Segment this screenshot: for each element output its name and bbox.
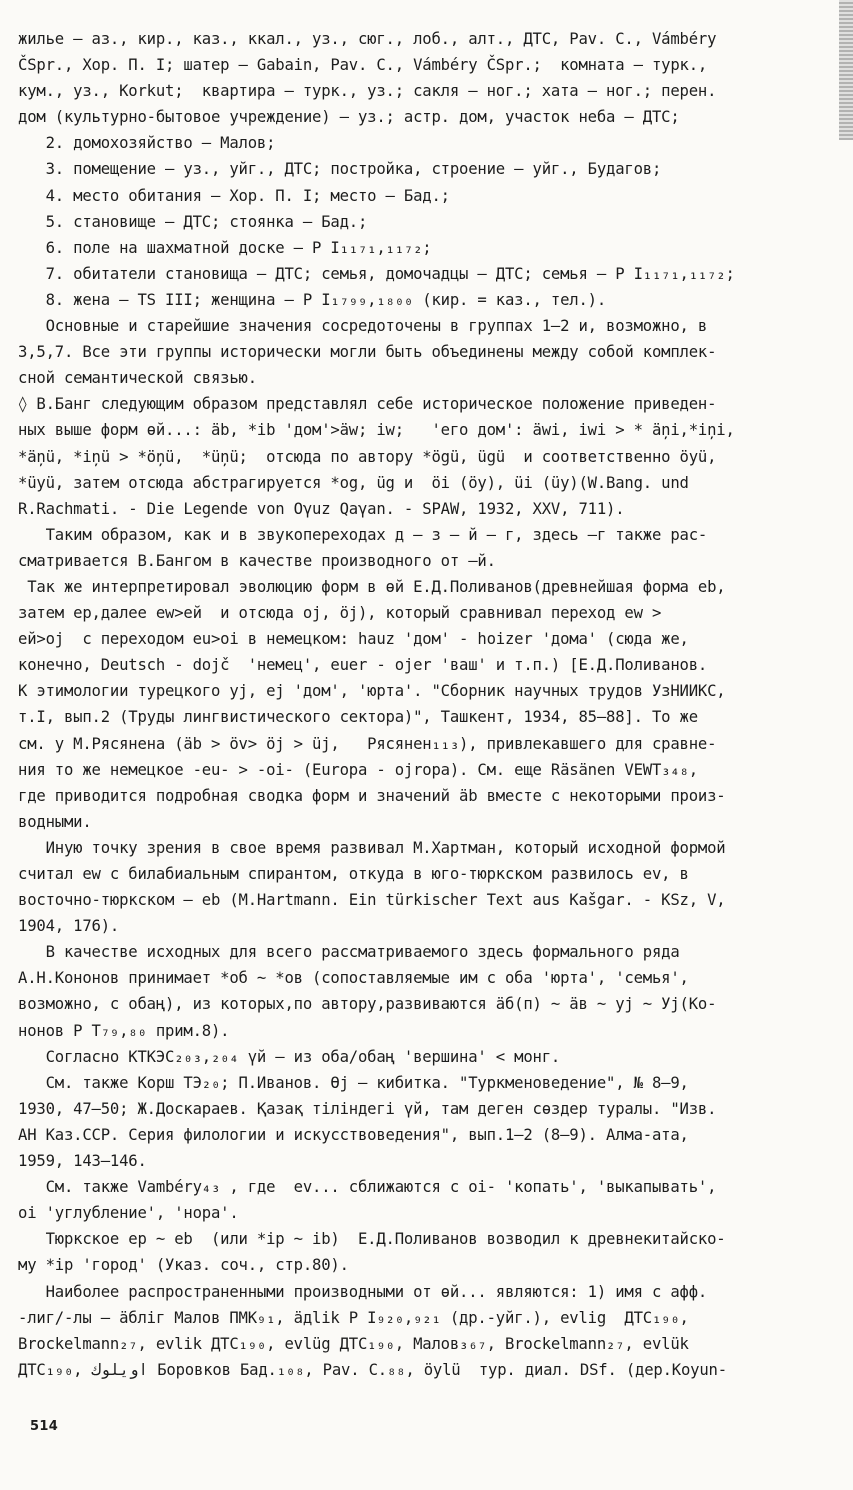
- text-line: ◊ В.Банг следующим образом представлял себе историческое положение приведен-: [18, 395, 717, 414]
- text-line: *üyü, затем отсюда абстрагируется *og, üg и öi (öy), üi (üy)(W.Bang. und: [18, 473, 689, 492]
- text-line: 8. жена – TS III; женщина – Р I₁₇₉₉,₁₈₀₀ (кир. = каз., тел.).: [18, 290, 607, 309]
- text-line: АН Каз.ССР. Серия филологии и искусствоведения", вып.1–2 (8–9). Алма-ата,: [18, 1125, 689, 1144]
- text-line: 4. место обитания – Хор. П. I; место – Бад.;: [18, 186, 450, 205]
- text-line: 1959, 143–146.: [18, 1152, 147, 1171]
- text-line: См. также Корш ТЭ₂₀; П.Иванов. Өј – кибитка. "Туркменоведение", № 8–9,: [18, 1073, 689, 1092]
- text-line: Согласно КТКЭС₂₀₃,₂₀₄ үй – из оба/обаң 'вершина' < монг.: [18, 1047, 561, 1066]
- text-line: считал ew с билабиальным спирантом, откуда в юго-тюркском развилось ev, в: [18, 865, 689, 883]
- text-line: затем ep,далее ew>eй и отсюда oj, öj), который сравнивал переход ew >: [18, 604, 662, 623]
- text-line: дом (культурно-бытовое учреждение) – уз.; астр. дом, участок неба – ДТС;: [18, 108, 680, 127]
- body-text: [18, 26, 836, 1383]
- text-line: Наиболее распространенными производными от өй... являются: 1) имя с афф.: [18, 1282, 708, 1301]
- text-line: 2. домохозяйство – Малов;: [18, 134, 276, 153]
- text-line: конечно, Deutsch - dojč 'немец', euer - ojer 'ваш' и т.п.) [Е.Д.Поливанов.: [18, 656, 708, 675]
- text-line: 1930, 47–50; Ж.Доскараев. Қазақ тiлiндегi үй, там деген сөздер туралы. "Изв.: [18, 1099, 717, 1118]
- text-line: т.I, вып.2 (Труды лингвистического сектора)", Ташкент, 1934, 85–88]. То же: [18, 708, 698, 727]
- text-line: Таким образом, как и в звукопереходах д – з – й – г, здесь –г также рас-: [18, 525, 708, 544]
- text-line: жилье – аз., кир., каз., ккал., уз., сюг., лоб., алт., ДТС, Pav. C., Vámbéry: [18, 30, 717, 48]
- text-line: 7. обитатели становища – ДТС; семья, домочадцы – ДТС; семья – Р I₁₁₇₁,₁₁₇₂;: [18, 264, 735, 283]
- text-line: му *ip 'город' (Указ. соч., стр.80).: [18, 1256, 349, 1275]
- text-line: -лиг/-лы – äблiг Малов ПМК₉₁, äдlik Р I₉₂₀,₉₂₁ (др.-уйг.), evlig ДТС₁₉₀,: [18, 1308, 689, 1327]
- text-line: Тюркское ep ~ eb (или *ip ~ ib) Е.Д.Поливанов возводил к древнекитайско-: [18, 1230, 726, 1249]
- text-line: 5. становище – ДТС; стоянка – Бад.;: [18, 212, 368, 231]
- text-line: 1904, 176).: [18, 917, 120, 936]
- text-line: oi 'углубление', 'нора'.: [18, 1204, 239, 1223]
- text-line: кум., уз., Korkut; квартира – турк., уз.; сакля – ног.; хата – ног.; перен.: [18, 82, 717, 101]
- text-line: ДТС₁₉₀, اويلوك Боровков Бад.₁₀₈, Pav. C.₈₈, öylü тур. диал. DSf. (дер.Koyun-: [18, 1360, 727, 1379]
- text-line: Так же интерпретировал эволюцию форм в өй Е.Д.Поливанов(древнейшая форма eb,: [18, 577, 726, 596]
- text-line: Иную точку зрения в свое время развивал М.Хартман, который исходной формой: [18, 838, 726, 857]
- text-line: 3,5,7. Все эти группы исторически могли быть объединены между собой комплек-: [18, 343, 717, 362]
- text-line: 6. поле на шахматной доске – Р I₁₁₇₁,₁₁₇₂;: [18, 238, 432, 257]
- text-line: *äņü, *iņü > *öņü, *üņü; отсюда по автору *ögü, ügü и соответственно öyü,: [18, 447, 717, 466]
- text-line: см. у М.Рясянена (äb > öv> öj > üj, Рясянен₁₁₃), привлекавшего для сравне-: [18, 734, 717, 753]
- text-line: где приводится подробная сводка форм и значений äb вместе с некоторыми произ-: [18, 786, 726, 805]
- text-line: 3. помещение – уз., уйг., ДТС; постройка, строение – уйг., Будагов;: [18, 160, 662, 179]
- text-line: водными.: [18, 812, 92, 831]
- text-line: ния то же немецкое -eu- > -oi- (Europa - ojropa). См. еще Räsänen VEWT₃₄₈,: [18, 760, 698, 779]
- text-line: А.Н.Кононов принимает *об ~ *ов (сопоставляемые им с оба 'юрта', 'семья',: [18, 969, 689, 988]
- page-number: 514: [30, 1419, 59, 1434]
- text-line: eй>oj с переходом eu>oi в немецком: hauz 'дом' - hoizer 'дома' (сюда же,: [18, 630, 689, 649]
- text-line: См. также Vambéry₄₃ , где ev... сближаются с oi- 'копать', 'выкапывать',: [18, 1178, 717, 1197]
- text-line: В качестве исходных для всего рассматриваемого здесь формального ряда: [18, 943, 680, 962]
- text-line: ных выше форм өй...: äb, *ib 'дом'>äw; iw; 'его дом': äwi, iwi > * äņi,*iņi,: [18, 421, 735, 440]
- text-line: К этимологии турецкого уј, ej 'дом', 'юрта'. "Сборник научных трудов УзНИИКС,: [18, 682, 726, 701]
- text-line: восточно-тюркском – eb (M.Hartmann. Ein türkischer Text aus Kašgar. - KSz, V,: [18, 891, 726, 910]
- text-line: ČSpr., Хор. П. I; шатер – Gabain, Pav. C., Vámbéry ČSpr.; комната – турк.,: [18, 56, 708, 75]
- text-line: Brockelmann₂₇, evlik ДТС₁₉₀, evlüg ДТС₁₉₀, Малов₃₆₇, Brockelmann₂₇, evlük: [18, 1334, 689, 1353]
- text-line: R.Rachmati. - Die Legende von Oγuz Qaγan. - SPAW, 1932, XXV, 711).: [18, 499, 625, 518]
- text-line: возможно, с обаң), из которых,по автору,развиваются äб(п) ~ äв ~ уј ~ Уј(Ко-: [18, 995, 717, 1014]
- text-line: сной семантической связью.: [18, 369, 257, 388]
- text-line: сматривается В.Бангом в качестве производного от –й.: [18, 551, 496, 570]
- text-line: нонов Р Т₇₉,₈₀ прим.8).: [18, 1021, 230, 1040]
- text-line: Основные и старейшие значения сосредоточены в группах 1–2 и, возможно, в: [18, 317, 708, 336]
- scan-edge-shading: [839, 0, 853, 140]
